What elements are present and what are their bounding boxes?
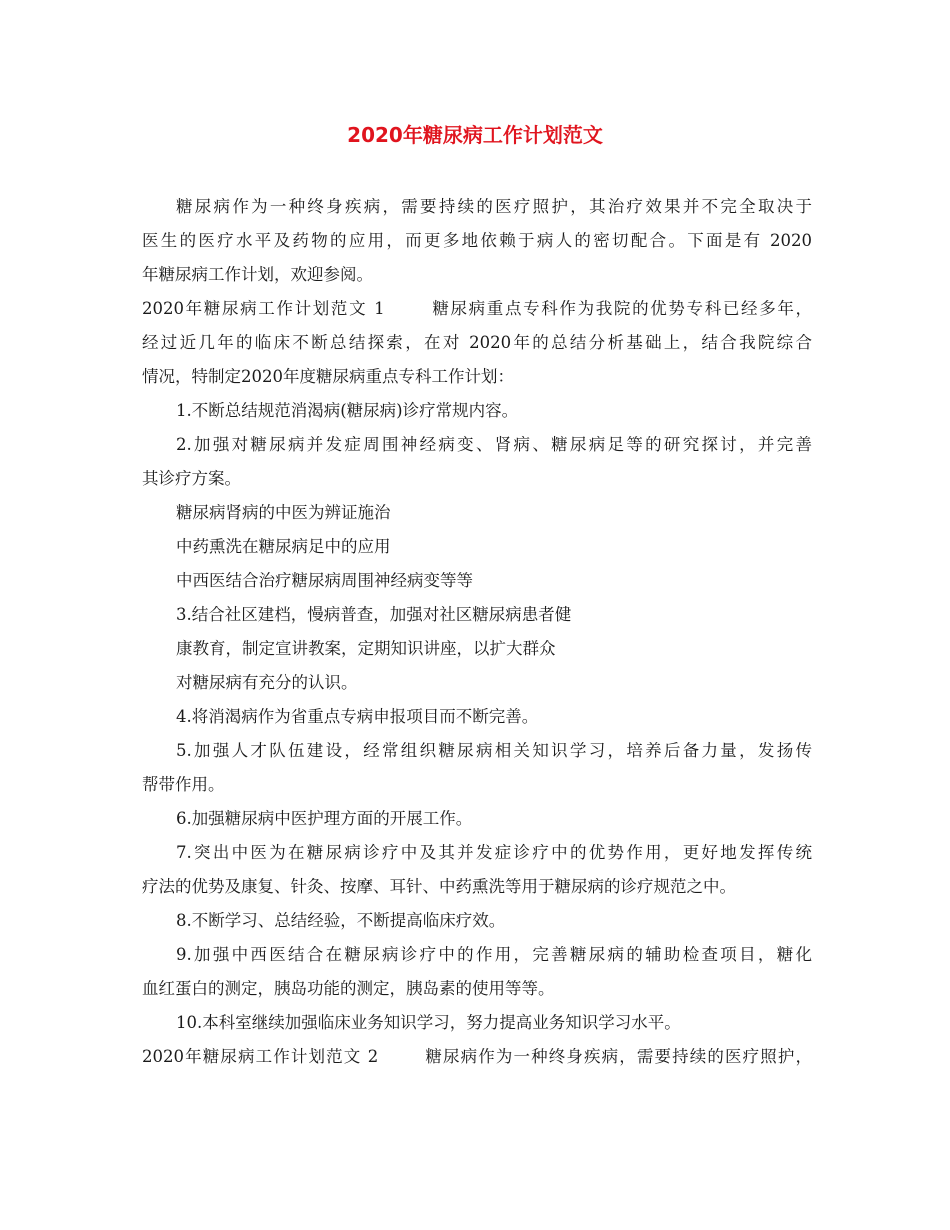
list-item: 6.加强糖尿病中医护理方面的开展工作。 <box>176 809 473 828</box>
paragraph-line: 经过近几年的临床不断总结探索，在对 2020年的总结分析基础上，结合我院综合 <box>142 333 812 352</box>
paragraph-line: 帮带作用。 <box>142 775 225 794</box>
paragraph-line: 其诊疗方案。 <box>142 469 241 488</box>
paragraph-text: 糖尿病重点专科作为我院的优势专科已经多年， <box>430 299 812 318</box>
section-heading-line <box>142 1040 812 1074</box>
paragraph-line: 年糖尿病工作计划，欢迎参阅。 <box>142 265 373 284</box>
list-item: 8.不断学习、总结经验，不断提高临床疗效。 <box>176 911 506 930</box>
list-item: 4.将消渴病作为省重点专病申报项目而不断完善。 <box>176 707 539 726</box>
document-title: 2020年糖尿病工作计划范文 <box>347 123 603 147</box>
section-heading-line <box>142 292 812 326</box>
list-item: 3.结合社区建档，慢病普查，加强对社区糖尿病患者健 <box>176 605 572 624</box>
sub-item: 中药熏洗在糖尿病足中的应用 <box>176 537 391 556</box>
paragraph-line: 康教育，制定宣讲教案，定期知识讲座，以扩大群众 <box>176 639 556 658</box>
paragraph-line: 疗法的优势及康复、针灸、按摩、耳针、中药熏洗等用于糖尿病的诊疗规范之中。 <box>142 877 736 896</box>
paragraph-line: 情况，特制定2020年度糖尿病重点专科工作计划： <box>142 367 514 386</box>
sub-item: 糖尿病肾病的中医为辨证施治 <box>176 503 391 522</box>
list-item: 10.本科室继续加强临床业务知识学习，努力提高业务知识学习水平。 <box>176 1013 681 1032</box>
list-item: 1.不断总结规范消渴病(糖尿病)诊疗常规内容。 <box>176 401 519 420</box>
list-item: 7.突出中医为在糖尿病诊疗中及其并发症诊疗中的优势作用，更好地发挥传统 <box>176 843 812 862</box>
paragraph-line: 糖尿病作为一种终身疾病，需要持续的医疗照护，其治疗效果并不完全取决于 <box>176 197 812 216</box>
paragraph-line: 血红蛋白的测定，胰岛功能的测定，胰岛素的使用等等。 <box>142 979 555 998</box>
section-heading: 2020年糖尿病工作计划范文 1 <box>142 299 385 318</box>
list-item: 9.加强中西医结合在糖尿病诊疗中的作用，完善糖尿病的辅助检查项目，糖化 <box>176 945 812 964</box>
section-heading: 2020年糖尿病工作计划范文 2 <box>142 1047 379 1066</box>
paragraph-line: 对糖尿病有充分的认识。 <box>176 673 358 692</box>
sub-item: 中西医结合治疗糖尿病周围神经病变等等 <box>176 571 473 590</box>
paragraph-line: 医生的医疗水平及药物的应用，而更多地依赖于病人的密切配合。下面是有 2020 <box>142 231 812 250</box>
list-item: 5.加强人才队伍建设，经常组织糖尿病相关知识学习，培养后备力量，发扬传 <box>176 741 812 760</box>
document-body <box>142 190 812 1074</box>
list-item: 2.加强对糖尿病并发症周围神经病变、肾病、糖尿病足等的研究探讨，并完善 <box>176 435 812 454</box>
paragraph-text: 糖尿病作为一种终身疾病，需要持续的医疗照护， <box>424 1047 812 1066</box>
